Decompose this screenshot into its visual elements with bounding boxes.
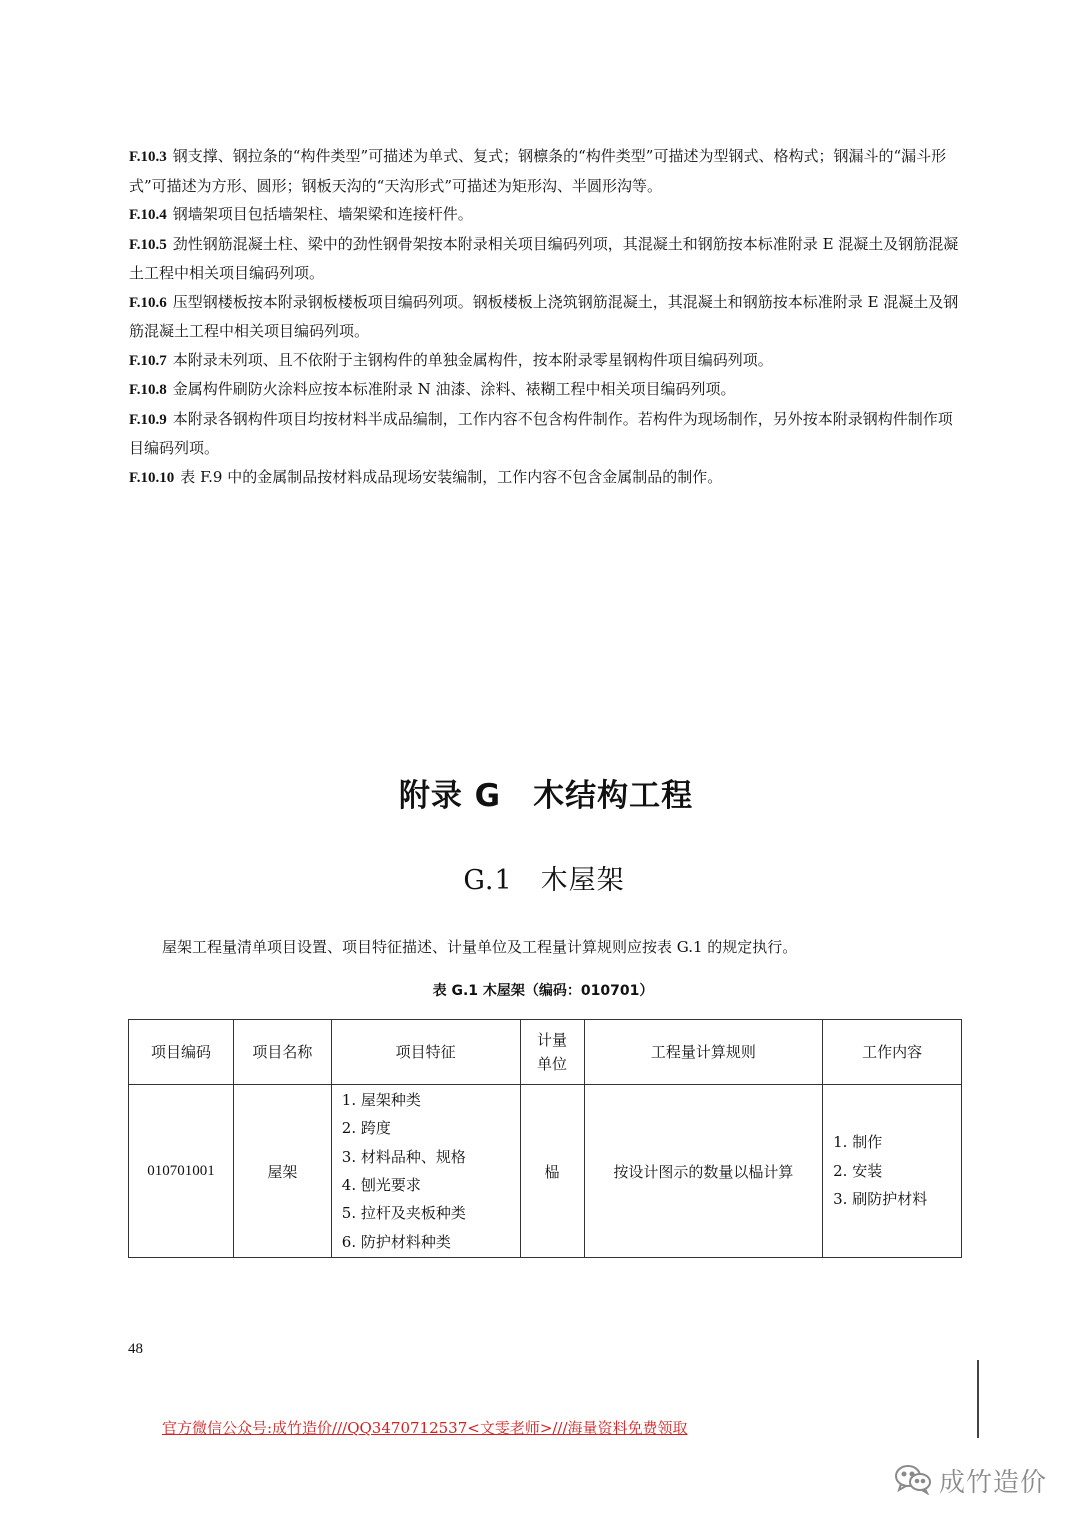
clause-text: 钢墙架项目包括墙架柱、墙架梁和连接杆件。 (172, 205, 473, 223)
clause-text: 表 F.9 中的金属制品按材料成品现场安装编制，工作内容不包含金属制品的制作。 (180, 467, 723, 486)
clause-f10-9 (129, 405, 965, 463)
clause-number: F.10.8 (129, 382, 167, 398)
clause-f10-4 (129, 200, 965, 230)
header-rule: 工程量计算规则 (584, 1020, 823, 1085)
table-header-row (129, 1020, 962, 1085)
work-item: 1. 制作 (833, 1133, 883, 1152)
clause-number: F.10.4 (129, 207, 167, 223)
clause-text: 压型钢楼板按本附录钢板楼板项目编码列项。钢板楼板上浇筑钢筋混凝土，其混凝土和钢筋按本标准附录 E 混凝土及钢筋混凝土工程中相关项目编码列项。 (129, 292, 959, 340)
clause-f10-5 (129, 230, 965, 288)
brand-watermark (893, 1462, 1047, 1499)
page-number: 48 (128, 1341, 143, 1357)
cell-features (331, 1085, 520, 1258)
cell-work (823, 1085, 962, 1258)
clause-f10-3 (129, 142, 965, 200)
feature-item: 3. 材料品种、规格 (341, 1147, 466, 1166)
clause-text: 钢支撑、钢拉条的“构件类型”可描述为单式、复式；钢檩条的“构件类型”可描述为型钢式、格构式；钢漏斗的“漏斗形式”可描述为方形、圆形；钢板天沟的“天沟形式”可描述为矩形沟、半圆形沟等。 (129, 147, 947, 195)
clause-number: F.10.5 (129, 236, 167, 253)
wechat-icon (893, 1463, 933, 1499)
header-features: 项目特征 (331, 1020, 520, 1085)
spec-table (128, 1019, 962, 1258)
brand-name: 成竹造价 (939, 1468, 1048, 1498)
clause-f10-7 (129, 346, 965, 376)
feature-item: 2. 跨度 (341, 1119, 391, 1138)
clause-text: 劲性钢筋混凝土柱、梁中的劲性钢骨架按本附录相关项目编码列项，其混凝土和钢筋按本标准附录 E 混凝土及钢筋混凝土工程中相关项目编码列项。 (129, 234, 959, 282)
cell-rule: 按设计图示的数量以榀计算 (584, 1085, 823, 1258)
table-caption: 表 G.1 木屋架（编码：010701） (432, 983, 654, 999)
clause-number: F.10.10 (129, 469, 175, 486)
clause-f10-8 (129, 375, 965, 405)
feature-item: 6. 防护材料种类 (341, 1232, 451, 1251)
clause-number: F.10.3 (129, 149, 167, 165)
intro-paragraph: 屋架工程量清单项目设置、项目特征描述、计量单位及工程量计算规则应按表 G.1 的规定执行。 (162, 938, 798, 956)
clause-text: 本附录未列项、且不依附于主钢构件的单独金属构件，按本附录零星钢构件项目编码列项。 (172, 350, 773, 369)
appendix-title: 附录 G 木结构工程 (398, 778, 694, 814)
feature-item: 4. 刨光要求 (341, 1176, 421, 1194)
clause-f10-6 (129, 288, 965, 346)
clause-text: 本附录各钢构件项目均按材料半成品编制，工作内容不包含构件制作。若构件为现场制作，另外按本附录钢构件制作项目编码列项。 (129, 409, 953, 457)
clause-number: F.10.6 (129, 294, 167, 311)
cell-unit: 榀 (520, 1085, 584, 1258)
feature-item: 1. 屋架种类 (341, 1090, 421, 1109)
clause-list (129, 142, 965, 492)
header-unit: 计量单位 (520, 1020, 584, 1085)
header-work: 工作内容 (823, 1020, 962, 1085)
margin-rule (977, 1360, 979, 1438)
clause-text: 金属构件刷防火涂料应按本标准附录 N 油漆、涂料、裱糊工程中相关项目编码列项。 (172, 380, 736, 398)
work-item: 2. 安装 (833, 1161, 883, 1180)
table-row (129, 1085, 962, 1258)
header-name: 项目名称 (233, 1020, 331, 1085)
cell-name: 屋架 (233, 1085, 331, 1258)
clause-number: F.10.7 (129, 352, 167, 369)
section-title: G.1 木屋架 (463, 865, 625, 896)
header-code: 项目编码 (129, 1020, 234, 1085)
clause-number: F.10.9 (129, 411, 167, 428)
feature-item: 5. 拉杆及夹板种类 (341, 1204, 466, 1223)
clause-f10-10 (129, 463, 965, 493)
work-item: 3. 刷防护材料 (833, 1190, 928, 1209)
promo-link[interactable]: 官方微信公众号:成竹造价///QQ3470712537<文雯老师>///海量资料免费领取 (162, 1419, 688, 1437)
cell-code: 010701001 (129, 1085, 234, 1258)
